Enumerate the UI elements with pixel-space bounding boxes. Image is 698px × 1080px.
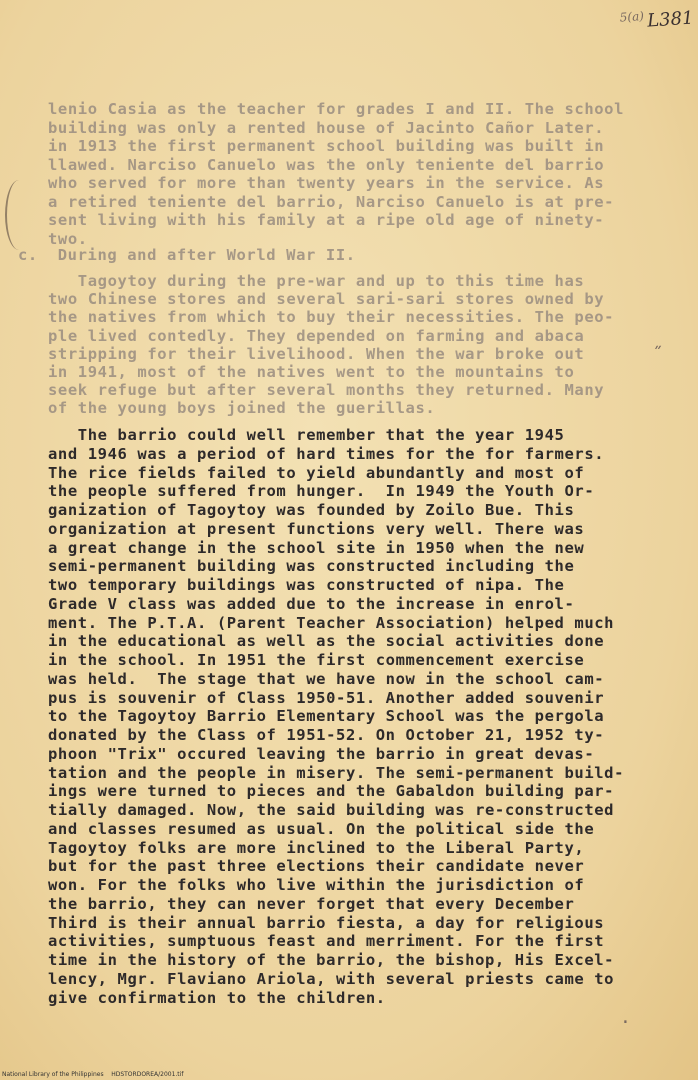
text-line: donated by the Class of 1951-52. On October 21, 1952 ty-	[48, 726, 605, 744]
text-line: Tagoytoy during the pre-war and up to this time has	[48, 272, 585, 290]
text-line: pus is souvenir of Class 1950-51. Another added souvenir	[48, 688, 605, 707]
text-line: of the young boys joined the guerillas.	[48, 399, 436, 418]
text-line: two temporary buildings was constructed of nipa. The	[48, 576, 565, 594]
text-line: semi-permanent building was constructed including the	[48, 557, 575, 576]
text-line: give confirmation to the children.	[48, 988, 386, 1007]
text-line: seek refuge but after several months they returned. Many	[48, 381, 605, 400]
text-line: a great change in the school site in 1950 when the new	[48, 538, 585, 557]
text-line: ings were turned to pieces and the Gabaldon building par-	[48, 782, 615, 801]
page-number-value: L381	[646, 7, 695, 32]
text-line: ganization of Tagoytoy was founded by Zoilo Bue. This	[48, 501, 575, 519]
text-line: in 1941, most of the natives went to the mountains to	[48, 363, 575, 381]
text-line: The rice fields failed to yield abundantly and most of	[48, 463, 585, 482]
text-line: won. For the folks who live within the jurisdiction of	[48, 876, 585, 894]
page-number	[619, 5, 694, 33]
text-line: ment. The P.T.A. (Parent Teacher Association) helped much	[48, 613, 615, 632]
text-line: Grade V class was added due to the increase in enrol-	[48, 594, 575, 613]
text-line: organization at present functions very well. There was	[48, 519, 585, 538]
text-line: two.	[48, 229, 88, 248]
text-line: the natives from which to buy their necessities. The peo-	[48, 308, 615, 327]
archive-footer: National Library of the Philippines HDSTORDOREA/2001.tif	[2, 1071, 184, 1078]
text-line: but for the past three elections their candidate never	[48, 857, 585, 876]
handwritten-bracket	[5, 180, 33, 250]
text-line: activities, sumptuous feast and merriment. For the first	[48, 932, 605, 951]
text-line: tation and the people in misery. The semi-permanent build-	[48, 763, 625, 782]
text-line: The barrio could well remember that the year 1945	[48, 426, 565, 444]
text-line: in 1913 the first permanent school building was built in	[48, 137, 605, 155]
text-line: and classes resumed as usual. On the political side the	[48, 819, 595, 838]
text-line: llawed. Narciso Canuelo was the only teniente del barrio	[48, 155, 605, 174]
pencil-mark: ˝	[652, 344, 663, 365]
text-line: lenio Casia as the teacher for grades I and II. The school	[48, 100, 625, 118]
text-line: sent living with his family at a ripe old age of ninety-	[48, 211, 605, 229]
text-line: who served for more than twenty years in the service. As	[48, 174, 605, 192]
text-line: lency, Mgr. Flaviano Ariola, with several priests came to	[48, 969, 615, 988]
text-line: to the Tagoytoy Barrio Elementary School was the pergola	[48, 707, 605, 726]
text-line: time in the history of the barrio, the bishop, His Excel-	[48, 951, 615, 969]
text-line: in the educational as well as the social activities done	[48, 632, 605, 651]
text-line: the people suffered from hunger. In 1949 the Youth Or-	[48, 482, 595, 501]
section-heading: c. During and after World War II.	[18, 246, 356, 264]
text-line: in the school. In 1951 the first commencement exercise	[48, 651, 585, 669]
text-line: and 1946 was a period of hard times for the for farmers.	[48, 444, 605, 463]
text-line: building was only a rented house of Jacinto Cañor Later.	[48, 118, 605, 137]
page-number-prefix: 5(a)	[619, 8, 645, 25]
text-line: stripping for their livelihood. When the war broke out	[48, 344, 585, 363]
text-line: phoon "Trix" occured leaving the barrio in great devas-	[48, 744, 595, 763]
text-line: Third is their annual barrio fiesta, a day for religious	[48, 913, 605, 932]
text-line: was held. The stage that we have now in the school cam-	[48, 669, 605, 688]
ink-speck: ·	[620, 1012, 631, 1033]
text-line: tially damaged. Now, the said building was re-constructed	[48, 801, 615, 819]
text-line: two Chinese stores and several sari-sari stores owned by	[48, 290, 605, 309]
text-line: the barrio, they can never forget that every December	[48, 894, 575, 913]
text-line: ple lived contedly. They depended on farming and abaca	[48, 326, 585, 345]
text-line: a retired teniente del barrio, Narciso Canuelo is at pre-	[48, 192, 615, 211]
text-line: Tagoytoy folks are more inclined to the Liberal Party,	[48, 838, 585, 857]
